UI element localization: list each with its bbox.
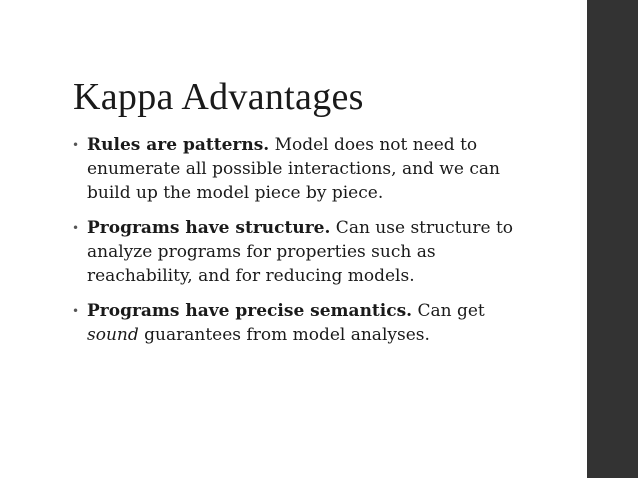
bullet-marker: • [72, 221, 80, 235]
bullet-item-structure [72, 216, 532, 288]
bullet-text: Model does not need to enumerate all possible interactions, and we can build up the model piece by piece. [87, 135, 500, 203]
bullet-emphasis: sound [87, 325, 139, 345]
bullet-text: Can use structure to analyze programs for properties such as reachability, and for reducing models. [87, 218, 514, 286]
side-accent-bar [587, 0, 638, 478]
bullet-item-rules [72, 133, 532, 205]
bullet-text: guarantees from model analyses. [138, 325, 430, 345]
bullet-marker: • [72, 138, 80, 152]
bullet-lead: Programs have structure. [87, 218, 331, 238]
bullet-marker: • [72, 304, 80, 318]
bullet-text: Can get [412, 301, 485, 321]
bullet-lead: Rules are patterns. [87, 135, 270, 155]
slide-title: Kappa Advantages [73, 76, 364, 118]
bullet-lead: Programs have precise semantics. [87, 301, 413, 321]
bullet-item-semantics [72, 299, 532, 347]
bullet-list [72, 133, 532, 358]
